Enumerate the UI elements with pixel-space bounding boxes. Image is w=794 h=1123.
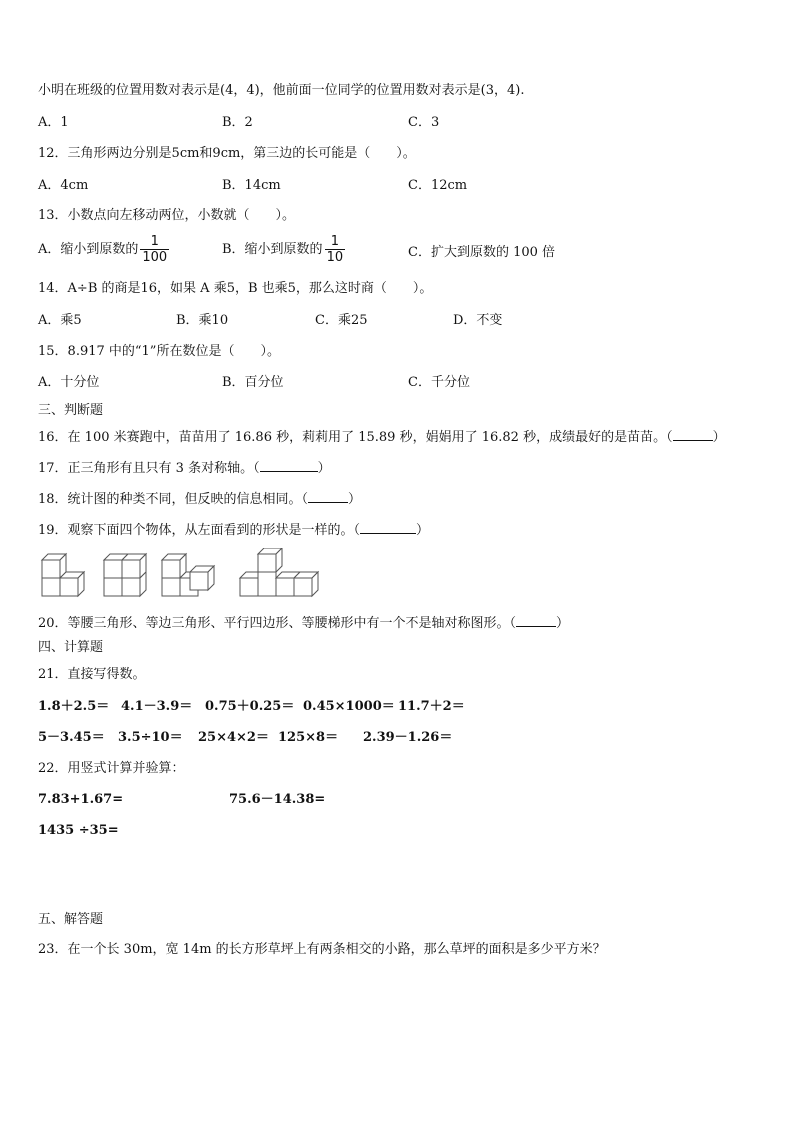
q21-expr-3[interactable]: 0.75＋0.25＝ <box>205 699 295 714</box>
cube-figure-2 <box>100 548 150 604</box>
q19-stem: 19．观察下面四个物体，从左面看到的形状是一样的。（ <box>38 523 361 538</box>
cube-figure-3 <box>158 548 218 604</box>
intro-text: 小明在班级的位置用数对表示是(4，4)，他前面一位同学的位置用数对表示是(3，4). <box>38 83 525 98</box>
q21-expr-1[interactable]: 1.8＋2.5＝ <box>38 699 110 714</box>
q21-expr-2[interactable]: 4.1－3.9＝ <box>121 699 193 714</box>
q16-line: 16．在 100 米赛跑中，苗苗用了 16.86 秒，莉莉用了 15.89 秒，娟娟用了 16.82 秒，成绩最好的是苗苗。（ ） <box>38 427 726 447</box>
q13-option-a-text: A．缩小到原数的 <box>38 242 139 257</box>
q22-expr-2[interactable]: 75.6－14.38= <box>229 792 326 807</box>
q12-stem: 12．三角形两边分别是5cm和9cm，第三边的长可能是（ ）。 <box>38 146 416 161</box>
q21-expr-10[interactable]: 2.39－1.26＝ <box>363 730 453 745</box>
section-heading-calculation: 四、计算题 <box>38 640 104 655</box>
q16-stem: 16．在 100 米赛跑中，苗苗用了 16.86 秒，莉莉用了 15.89 秒，娟娟用了 16.82 秒，成绩最好的是苗苗。（ <box>38 430 673 445</box>
q14-option-d[interactable]: D．不变 <box>453 313 503 328</box>
q17-stem: 17．正三角形有且只有 3 条对称轴。（ <box>38 461 260 476</box>
q13-stem: 13．小数点向左移动两位，小数就（ ）。 <box>38 208 296 223</box>
q13-option-b[interactable] <box>222 234 347 265</box>
q23-stem: 23．在一个长 30m，宽 14m 的长方形草坪上有两条相交的小路，那么草坪的面积是多少平方米？ <box>38 942 606 957</box>
q14-option-a[interactable]: A．乘5 <box>38 313 82 328</box>
q21-expr-5[interactable]: 11.7＋2＝ <box>398 699 465 714</box>
q22-stem: 22．用竖式计算并验算： <box>38 761 185 776</box>
q21-expr-8[interactable]: 25×4×2＝ <box>198 730 269 745</box>
q13-option-c[interactable]: C．扩大到原数的 100 倍 <box>408 245 556 260</box>
q14-option-c[interactable]: C．乘25 <box>315 313 368 328</box>
q11-option-c[interactable]: C．3 <box>408 115 440 130</box>
q16-answer-blank[interactable] <box>673 427 713 441</box>
q21-expr-4[interactable]: 0.45×1000＝ <box>303 699 395 714</box>
q21-expr-6[interactable]: 5－3.45＝ <box>38 730 105 745</box>
q18-answer-blank[interactable] <box>308 489 348 503</box>
q12-option-b[interactable]: B．14cm <box>222 178 281 193</box>
q20-answer-blank[interactable] <box>516 613 556 627</box>
q15-option-b[interactable]: B．百分位 <box>222 375 284 390</box>
q14-option-b[interactable]: B．乘10 <box>176 313 229 328</box>
cube-figure-4 <box>236 548 322 604</box>
q22-expr-1[interactable]: 7.83+1.67= <box>38 792 124 807</box>
q17-line: 17．正三角形有且只有 3 条对称轴。（ ） <box>38 458 331 478</box>
section-heading-word-problems: 五、解答题 <box>38 912 104 927</box>
q15-option-c[interactable]: C．千分位 <box>408 375 470 390</box>
q19-answer-blank[interactable] <box>360 520 416 534</box>
q19-line: 19．观察下面四个物体，从左面看到的形状是一样的。（ ） <box>38 520 429 540</box>
q11-option-a[interactable]: A．1 <box>38 115 69 130</box>
fraction-1-10: $\frac{1}{10}$ <box>326 234 344 265</box>
q13-option-a[interactable] <box>38 234 171 265</box>
q12-option-c[interactable]: C．12cm <box>408 178 468 193</box>
q15-option-a[interactable]: A．十分位 <box>38 375 100 390</box>
q21-expr-9[interactable]: 125×8＝ <box>278 730 339 745</box>
q20-line: 20．等腰三角形、等边三角形、平行四边形、等腰梯形中有一个不是轴对称图形。（ ） <box>38 613 569 633</box>
q18-stem: 18．统计图的种类不同，但反映的信息相同。（ <box>38 492 309 507</box>
q13-option-b-text: B．缩小到原数的 <box>222 242 323 257</box>
q17-answer-blank[interactable] <box>260 458 318 472</box>
q14-stem: 14．A÷B 的商是16，如果 A 乘5，B 也乘5，那么这时商（ ）。 <box>38 281 433 296</box>
q18-line: 18．统计图的种类不同，但反映的信息相同。（ ） <box>38 489 361 509</box>
fraction-1-100: $\frac{1}{100}$ <box>142 234 168 265</box>
section-heading-judgement: 三、判断题 <box>38 403 104 418</box>
q21-expr-7[interactable]: 3.5÷10＝ <box>118 730 183 745</box>
q15-stem: 15．8.917 中的“1”所在数位是（ ）。 <box>38 344 280 359</box>
q20-stem: 20．等腰三角形、等边三角形、平行四边形、等腰梯形中有一个不是轴对称图形。（ <box>38 616 517 631</box>
q21-stem: 21．直接写得数。 <box>38 667 146 682</box>
q11-option-b[interactable]: B．2 <box>222 115 253 130</box>
q12-option-a[interactable]: A．4cm <box>38 178 89 193</box>
q22-expr-3[interactable]: 1435 ÷35= <box>38 823 119 838</box>
cube-figure-1 <box>38 548 88 604</box>
